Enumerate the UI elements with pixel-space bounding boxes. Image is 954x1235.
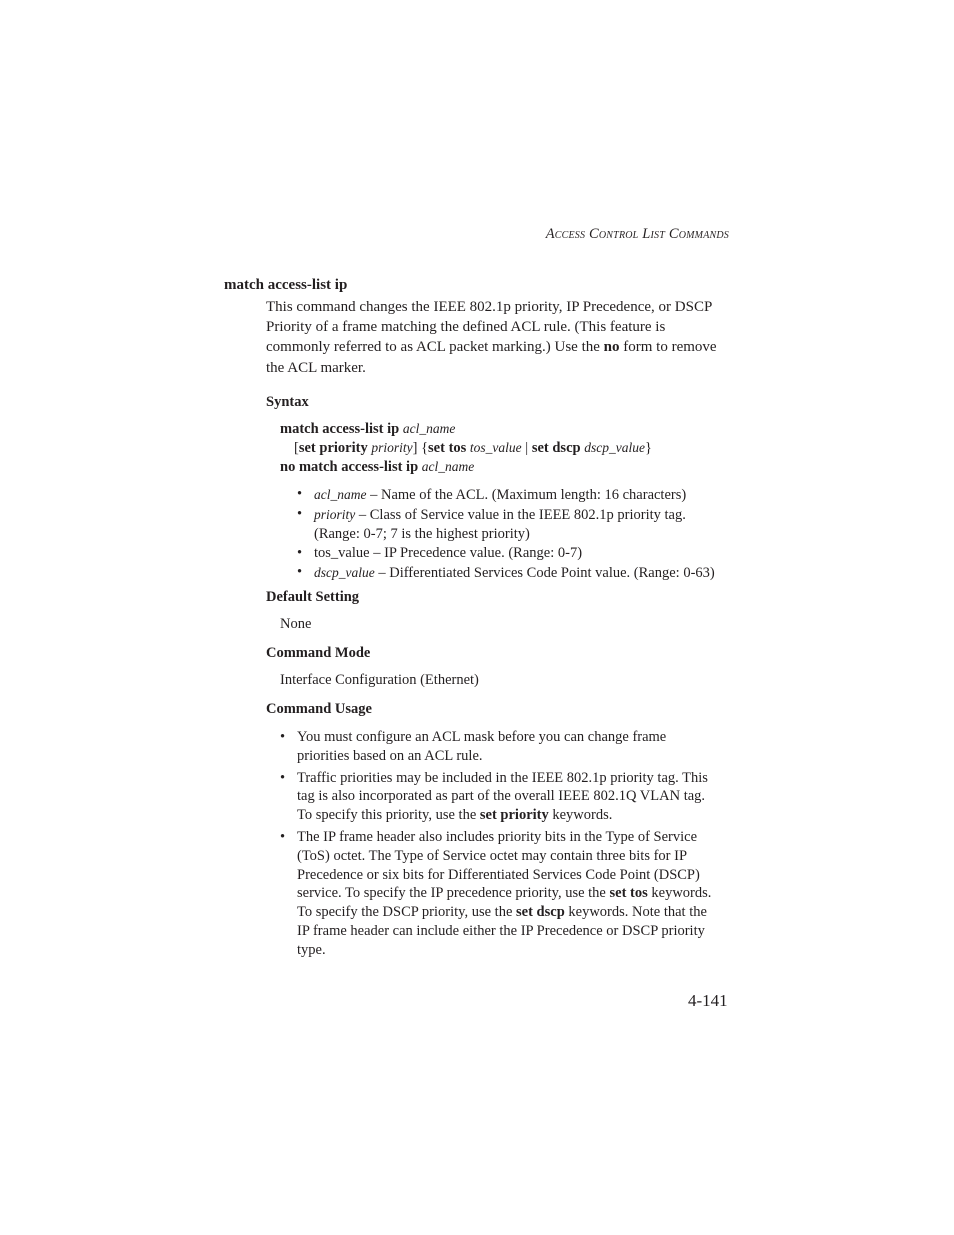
parameter-name: acl_name — [314, 487, 367, 502]
command-mode-value: Interface Configuration (Ethernet) — [280, 672, 479, 688]
command-description — [266, 297, 728, 378]
syntax-command: no match access-list ip — [280, 459, 419, 475]
page-number: 4-141 — [688, 991, 728, 1010]
syntax-argument: acl_name — [402, 421, 456, 436]
set-tos-keyword: set tos — [609, 885, 648, 902]
set-priority-keyword: set priority — [479, 807, 549, 824]
syntax-argument: dscp_value — [584, 440, 645, 455]
syntax-keyword: set tos — [428, 440, 467, 456]
command-usage-heading: Command Usage — [266, 701, 372, 717]
usage-text: Traffic priorities may be included in the IEEE 802.1p priority tag. This — [297, 769, 708, 786]
list-item — [297, 544, 737, 563]
parameter-text: – Differentiated Services Code Point value. (Range: 0-63) — [374, 565, 715, 581]
description-line: Priority of a frame matching the defined ACL rule. (This feature is — [266, 319, 666, 336]
usage-text: tag is also incorporated as part of the overall IEEE 802.1Q VLAN tag. — [297, 788, 706, 805]
syntax-keyword: set priority — [298, 440, 368, 456]
list-item — [297, 485, 737, 505]
description-line: This command changes the IEEE 802.1p priority, IP Precedence, or DSCP — [266, 299, 713, 315]
list-item — [297, 505, 737, 544]
usage-text: Precedence or six bits for Differentiated Services Code Point (DSCP) — [297, 866, 700, 883]
set-dscp-keyword: set dscp — [516, 904, 565, 921]
usage-text: (ToS) octet. The Type of Service octet may contain three bits for IP — [297, 847, 688, 864]
list-item — [280, 728, 740, 766]
parameter-text: – IP Precedence value. (Range: 0-7) — [369, 545, 583, 561]
parameter-name: priority — [314, 507, 356, 522]
usage-text: IP frame header can include either the IP Precedence or DSCP priority — [297, 922, 705, 939]
usage-text: The IP frame header also includes priority bits in the Type of Service — [297, 828, 698, 845]
default-setting-heading: Default Setting — [266, 589, 360, 605]
syntax-argument: acl_name — [421, 459, 475, 474]
brace: } — [644, 440, 652, 456]
syntax-argument: tos_value — [469, 440, 522, 455]
default-setting-value: None — [280, 616, 312, 632]
parameter-text: (Range: 0-7; 7 is the highest priority) — [314, 526, 530, 542]
usage-text: keywords. — [548, 807, 613, 824]
list-item — [280, 828, 740, 960]
parameter-list — [297, 485, 737, 583]
usage-list — [280, 728, 740, 963]
syntax-command: match access-list ip — [280, 421, 400, 437]
no-keyword: no — [603, 339, 620, 356]
command-title: match access-list ip — [224, 277, 348, 293]
syntax-line-1 — [280, 421, 455, 438]
usage-text: keywords. — [647, 885, 712, 902]
syntax-line-3 — [280, 459, 474, 476]
parameter-text: – Name of the ACL. (Maximum length: 16 characters) — [366, 487, 687, 503]
description-text: form to remove — [619, 339, 717, 356]
brace: { — [421, 440, 429, 456]
parameter-text: – Class of Service value in the IEEE 802.1p priority tag. — [355, 507, 686, 523]
usage-text: service. To specify the IP precedence priority, use the — [297, 885, 610, 902]
syntax-line-2 — [294, 440, 652, 457]
parameter-name: dscp_value — [314, 565, 375, 580]
usage-text: priorities based on an ACL rule. — [297, 747, 483, 764]
usage-text: To specify the DSCP priority, use the — [297, 904, 517, 921]
command-mode-heading: Command Mode — [266, 645, 371, 661]
parameter-name: tos_value — [314, 545, 370, 561]
list-item — [280, 769, 740, 825]
separator: | — [525, 440, 529, 456]
description-line: the ACL marker. — [266, 359, 366, 376]
list-item — [297, 563, 737, 583]
syntax-keyword: set dscp — [531, 440, 581, 456]
usage-text: keywords. Note that the — [564, 904, 707, 921]
syntax-argument: priority — [371, 440, 413, 455]
syntax-heading: Syntax — [266, 394, 309, 410]
running-header: Access Control List Commands — [545, 226, 729, 242]
usage-text: You must configure an ACL mask before you can change frame — [297, 729, 667, 745]
usage-text: To specify this priority, use the — [297, 807, 480, 824]
bracket: [ — [294, 440, 299, 456]
description-line — [266, 337, 728, 357]
usage-text: type. — [297, 941, 326, 958]
bracket: ] — [412, 440, 418, 456]
description-text: commonly referred to as ACL packet marking.) Use the — [266, 339, 604, 356]
